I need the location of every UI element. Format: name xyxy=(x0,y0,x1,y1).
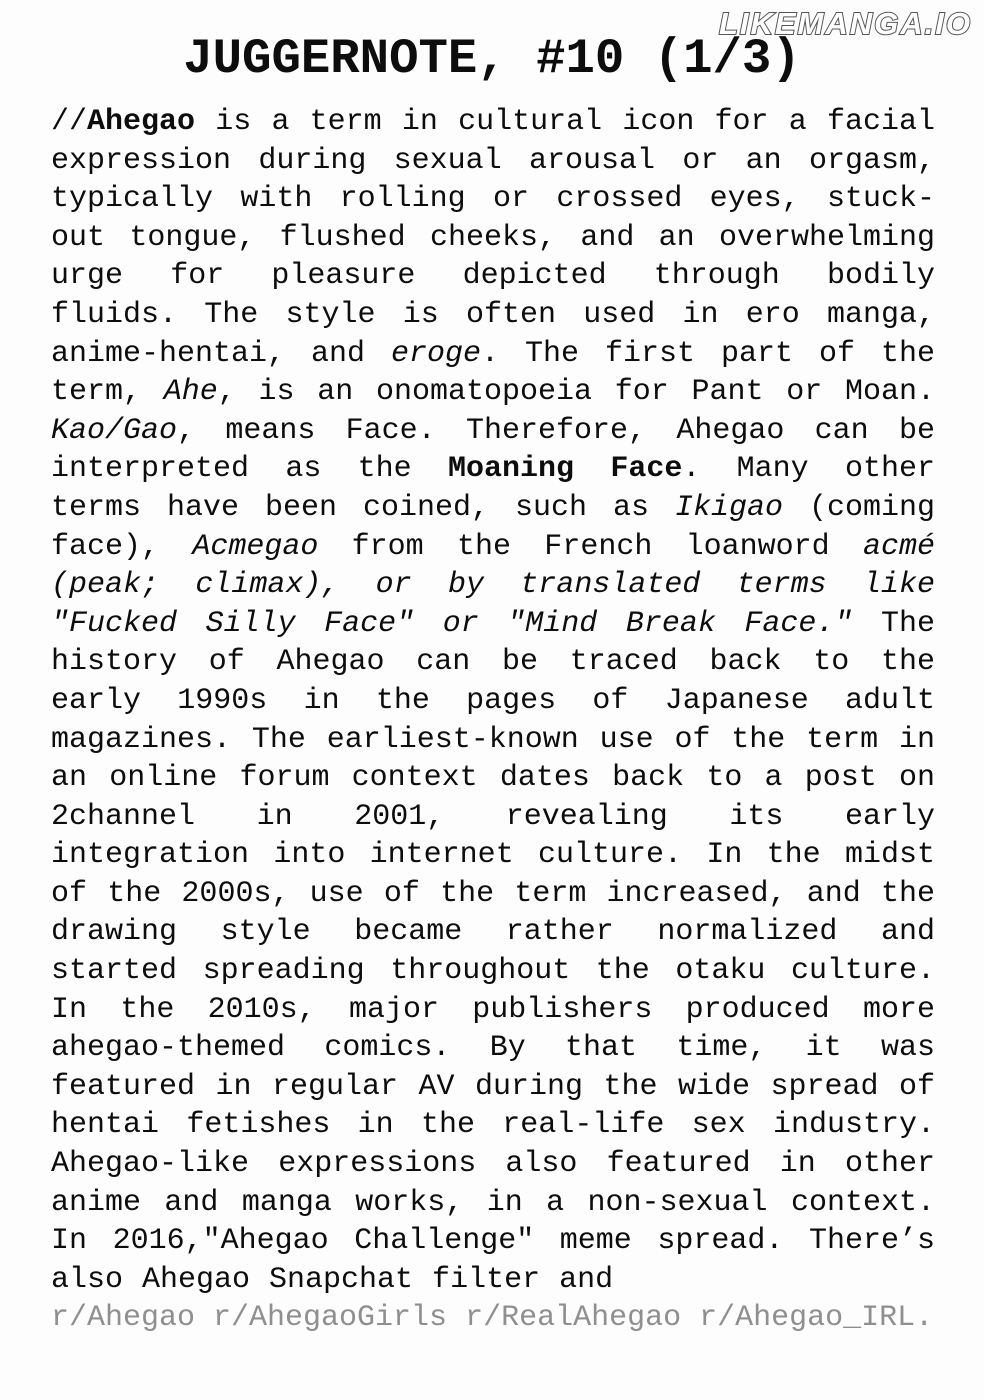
site-watermark: LIKEMANGA.IO xyxy=(718,6,972,41)
text-segment-regular: // xyxy=(51,105,88,139)
text-segment-italic: Ikigao xyxy=(674,490,783,525)
subreddit-list: r/Ahegao r/AhegaoGirls r/RealAhegao r/Ahegao_IRL. xyxy=(51,1301,934,1336)
text-segment-italic: Kao/Gao xyxy=(51,413,178,448)
text-segment-regular: , means Face. Therefore, Ahegao can be interpreted as the xyxy=(51,413,935,487)
text-segment-italic: acmé (peak; climax), or by translated terms like "Fucked Silly Face" or "Mind Break Face." xyxy=(51,529,935,641)
page-title: JUGGERNOTE, #10 (1/3) xyxy=(183,31,801,87)
text-segment-italic: Ahe xyxy=(163,375,218,410)
text-segment-italic: eroge xyxy=(391,336,482,371)
text-segment-regular: . Many other terms have been coined, such as xyxy=(51,452,935,525)
text-segment-italic: Acmegao xyxy=(192,529,319,564)
text-segment-regular: The history of Ahegao can be traced back to the early 1990s in the pages of Japanese adult magazines. The earliest-known use of the term in an online forum context dates back to a post on 2channel in 2001, revealing its early integration into internet culture. In the midst of the 2000s, use of the term increased, and the drawing style became rather normalized and started spreading throughout the otaku culture. In the 2010s, major publishers produced more ahegao-themed comics. By that time, it was featured in regular AV during the wide spread of hentai fetishes in the real-life sex industry. Ahegao-like expressions also featured in other anime and manga works, in a non-sexual context. In 2016,"Ahegao Challenge" meme spread. There’s also Ahegao Snapchat filter and xyxy=(51,606,936,1297)
text-segment-regular: . The first part of the term, xyxy=(51,336,935,410)
text-segment-bold: Moaning Face xyxy=(447,452,683,487)
text-segment-regular: , is an onomatopoeia for Pant or Moan. xyxy=(217,375,935,410)
text-segment-bold: Ahegao xyxy=(87,105,196,139)
text-segment-regular: from the French loanword xyxy=(318,529,863,564)
text-segment-regular: is a term in cultural icon for a facial expression during sexual arousal or an orgasm, typically with rolling or crossed eyes, stuck-out tongue, flushed cheeks, and an overwhelming urge for pleasure depicted through bodily fluids. The style is often used in ero manga, anime-hentai, and xyxy=(51,105,935,371)
text-segment-regular: (coming face), xyxy=(51,490,936,564)
body-paragraph xyxy=(51,103,935,1299)
